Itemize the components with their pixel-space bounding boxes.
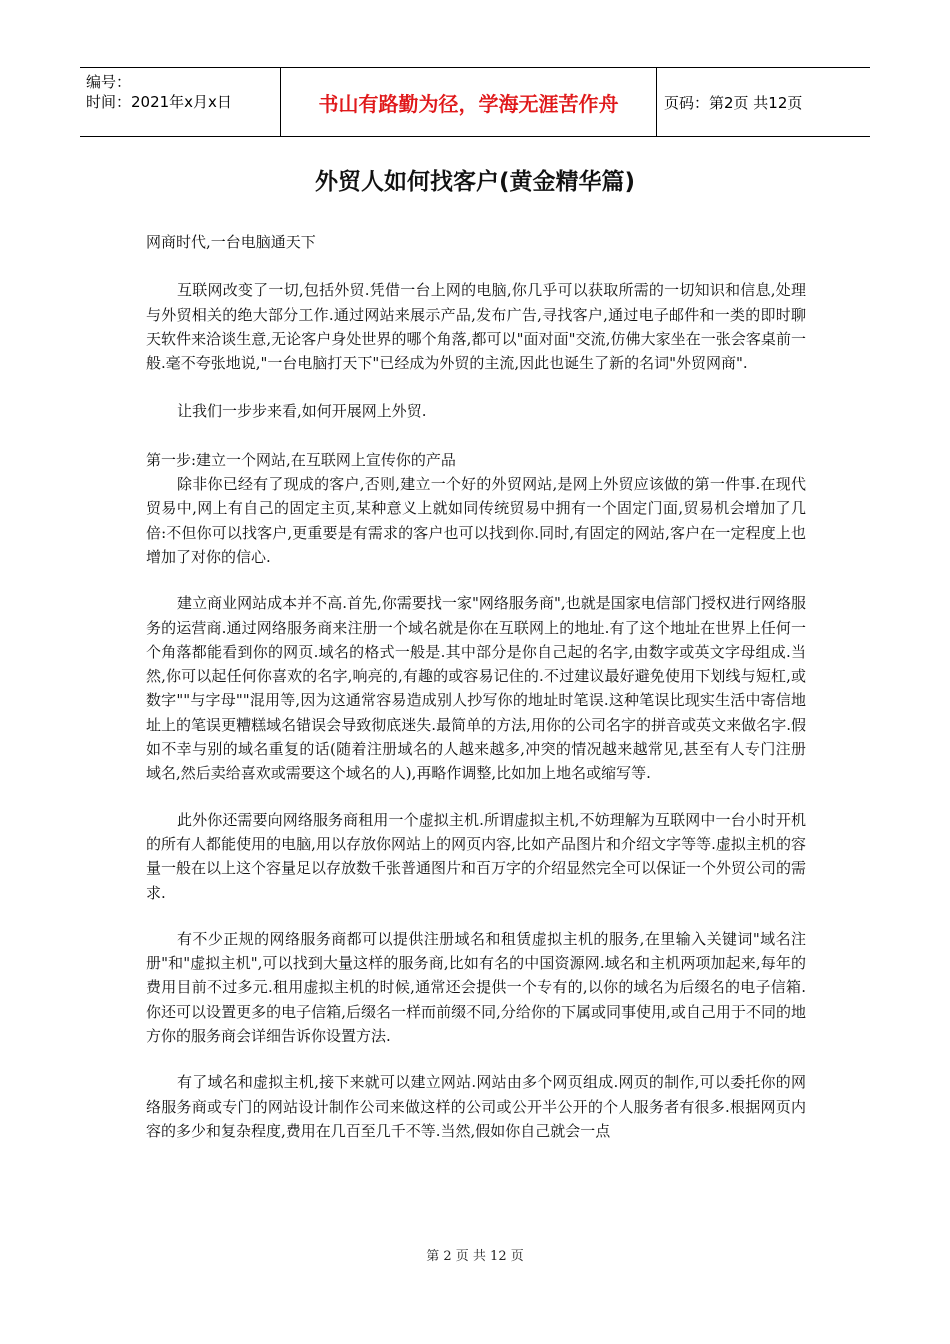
page-header: [80, 67, 870, 137]
document-number-label: 编号：: [86, 73, 132, 91]
header-divider: [656, 68, 657, 136]
document-time-label: 时间：2021年x月x日: [86, 93, 232, 111]
header-motto: 书山有路勤为径，学海无涯苦作舟: [318, 91, 619, 116]
header-page-info: 页码：第2页 共12页: [664, 93, 803, 112]
paragraph: 互联网改变了一切,包括外贸.凭借一台上网的电脑,你几乎可以获取所需的一切知识和信息,处理与外贸相关的绝大部分工作.通过网站来展示产品,发布广告,寻找客户,通过电子邮件和一类的即时聊天软件来洽谈生意,无论客户身处世界的哪个角落,都可以"面对面"交流,仿佛大家坐在一张会客桌前一般.毫不夸张地说,"一台电脑打天下"已经成为外贸的主流,因此也诞生了新的名词"外贸网商".: [146, 281, 806, 373]
section-heading: 第一步:建立一个网站,在互联网上宣传你的产品: [146, 450, 456, 469]
paragraph: 网商时代,一台电脑通天下: [146, 233, 316, 251]
page-footer: 第 2 页 共 12 页: [426, 1249, 524, 1264]
document-title: 外贸人如何找客户(黄金精华篇): [314, 169, 636, 195]
paragraph: 有了域名和虚拟主机,接下来就可以建立网站.网站由多个网页组成.网页的制作,可以委托你的网络服务商或专门的网站设计制作公司来做这样的公司或公开半公开的个人服务者有很多.根据网页内容的多少和复杂程度,费用在几百至几千不等.当然,假如你自己就会一点: [146, 1073, 806, 1140]
header-meta: [86, 72, 276, 112]
paragraph: 让我们一步步来看,如何开展网上外贸.: [177, 402, 427, 421]
paragraph: 除非你已经有了现成的客户,否则,建立一个好的外贸网站,是网上外贸应该做的第一件事.在现代贸易中,网上有自己的固定主页,某种意义上就如同传统贸易中拥有一个固定门面,贸易机会增加了几倍:不但你可以找客户,更重要是有需求的客户也可以找到你.同时,有固定的网站,客户在一定程度上也增加了对你的信心.: [146, 475, 806, 566]
paragraph: 建立商业网站成本并不高.首先,你需要找一家"网络服务商",也就是国家电信部门授权进行网络服务的运营商.通过网络服务商来注册一个域名就是你在互联网上的地址.有了这个地址在世界上任何一个角落都能看到你的网页.域名的格式一般是.其中部分是你自己起的名字,由数字或英文字母组成.当然,你可以起任何你喜欢的名字,响亮的,有趣的或容易记住的.不过建议最好避免使用下划线与短杠,或数字""与字母""混用等,因为这通常容易造成别人抄写你的地址时笔误.这种笔误比现实生活中寄信地址上的笔误更糟糕域名错误会导致彻底迷失.最简单的方法,用你的公司名字的拼音或英文来做名字.假如不幸与别的域名重复的话(随着注册域名的人越来越多,冲突的情况越来越常见,甚至有人专门注册域名,然后卖给喜欢或需要这个域名的人),再略作调整,比如加上地名或缩写等.: [146, 594, 806, 783]
document-body: [146, 230, 806, 1143]
paragraph: 有不少正规的网络服务商都可以提供注册域名和租赁虚拟主机的服务,在里输入关键词"域名注册"和"虚拟主机",可以找到大量这样的服务商,比如有名的中国资源网.域名和主机两项加起来,每年的费用目前不过多元.租用虚拟主机的时候,通常还会提供一个专有的,以你的域名为后缀名的电子信箱.你还可以设置更多的电子信箱,后缀名一样而前缀不同,分给你的下属或同事使用,或自己用于不同的地方你的服务商会详细告诉你设置方法.: [146, 929, 806, 1046]
paragraph: 此外你还需要向网络服务商租用一个虚拟主机.所谓虚拟主机,不妨理解为互联网中一台小时开机的所有人都能使用的电脑,用以存放你网站上的网页内容,比如产品图片和介绍文字等等.虚拟主机的容量一般在以上这个容量足以存放数千张普通图片和百万字的介绍显然完全可以保证一个外贸公司的需求.: [146, 810, 807, 902]
